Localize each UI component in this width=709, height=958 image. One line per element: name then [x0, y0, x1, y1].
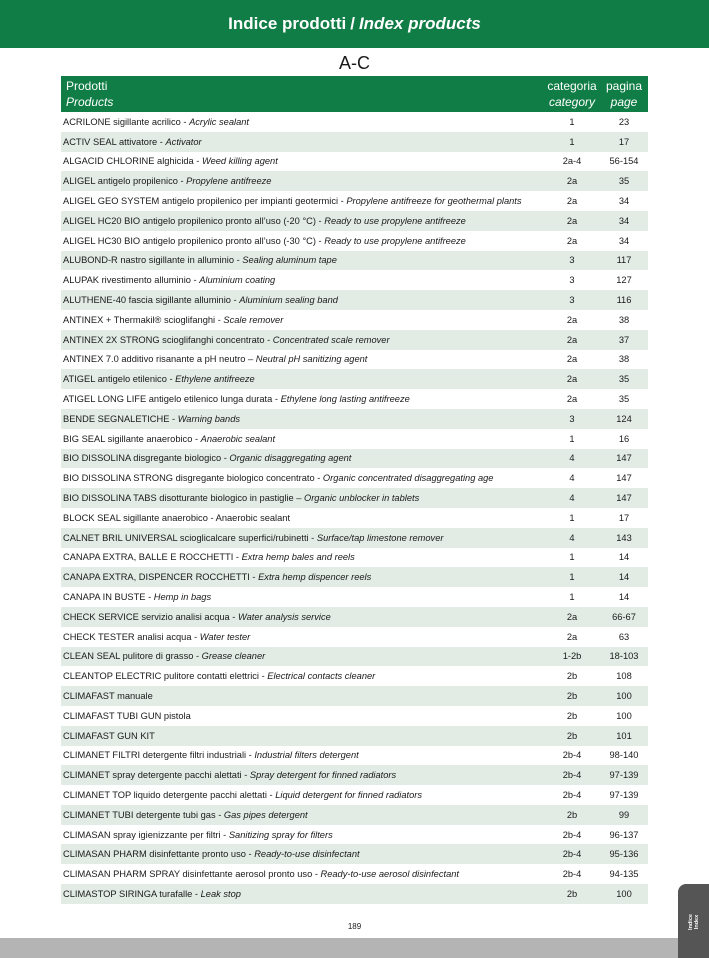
product-name-en: Extra hemp bales and reels [241, 552, 355, 563]
category-cell: 4 [569, 453, 575, 464]
page-cell: 116 [616, 295, 632, 306]
table-row [61, 171, 648, 191]
col-product-it: Prodotti [66, 79, 108, 93]
product-cell [61, 770, 544, 780]
product-name-en: Warning bands [177, 413, 241, 424]
category-cell: 2a [566, 611, 578, 622]
table-row [61, 270, 648, 290]
product-name-en: Activator [165, 136, 202, 147]
table-row [61, 844, 648, 864]
product-cell [61, 711, 544, 721]
product-cell [61, 275, 544, 285]
category-cell: 2a [566, 354, 578, 365]
product-cell [61, 849, 544, 859]
product-cell [61, 671, 544, 681]
category-cell: 3 [569, 295, 575, 306]
table-row [61, 251, 648, 271]
table-row [61, 825, 648, 845]
page-cell: 66-67 [612, 611, 636, 622]
product-name-it: CHECK SERVICE servizio analisi acqua - [63, 611, 238, 622]
product-name-it: CLIMAFAST TUBI GUN pistola [63, 710, 191, 721]
product-name-it: CLIMANET TOP liquido detergente pacchi alettati - [63, 789, 276, 800]
product-name-en: Organic concentrated disaggregating age [322, 473, 494, 484]
page-cell: 14 [618, 572, 630, 583]
page-cell: 147 [616, 473, 632, 484]
product-cell [61, 315, 544, 325]
product-cell [61, 552, 544, 562]
table-row [61, 290, 648, 310]
category-cell: 2a [566, 176, 578, 187]
product-cell [61, 632, 544, 642]
table-row [61, 884, 648, 904]
col-category-en: category [548, 95, 596, 109]
product-name-it: ALUBOND-R nastro sigillante in alluminio - [63, 255, 243, 266]
product-name-it: ALIGEL antigelo propilenico - [63, 176, 187, 187]
product-cell [61, 750, 544, 760]
product-name-en: Ethylene antifreeze [175, 374, 255, 385]
col-page-en: page [610, 95, 638, 109]
table-row [61, 647, 648, 667]
category-cell: 1 [569, 552, 575, 563]
page-cell: 127 [616, 275, 632, 286]
product-cell [61, 414, 544, 424]
page-cell: 147 [616, 493, 632, 504]
table-row [61, 785, 648, 805]
side-tab-line2: Index [694, 914, 700, 930]
product-name-en: Gas pipes detergent [223, 809, 308, 820]
product-name-it: CALNET BRIL UNIVERSAL scioglicalcare superfici/rubinetti - [63, 532, 317, 543]
category-cell: 1 [569, 592, 575, 603]
product-cell [61, 236, 544, 246]
product-cell [61, 196, 544, 206]
product-name-it: ALIGEL HC30 BIO antigelo propilenico pronto all’uso (-30 °C) - [63, 235, 325, 246]
table-row [61, 528, 648, 548]
product-name-en: Propylene antifreeze for geothermal plants [346, 196, 522, 207]
table-row [61, 726, 648, 746]
page-cell: 17 [618, 512, 630, 523]
table-row [61, 310, 648, 330]
product-name-it: BIO DISSOLINA disgregante biologico - [63, 453, 230, 464]
table-row [61, 468, 648, 488]
category-cell: 2a [566, 235, 578, 246]
product-name-en: Surface/tap limestone remover [316, 532, 444, 543]
product-name-en: Industrial filters detergent [254, 750, 359, 761]
page-cell: 100 [616, 888, 632, 899]
table-row [61, 330, 648, 350]
product-cell [61, 137, 544, 147]
product-name-it: ANTINEX 2X STRONG scioglifanghi concentrato - [63, 334, 273, 345]
product-name-it: CLEANTOP ELECTRIC pulitore contatti elettrici - [63, 671, 268, 682]
product-cell [61, 295, 544, 305]
category-cell: 2b-4 [562, 789, 582, 800]
product-name-it: ATIGEL LONG LIFE antigelo etilenico lunga durata - [63, 394, 281, 405]
page-cell: 101 [616, 730, 632, 741]
page-cell: 147 [616, 453, 632, 464]
product-name-en: Acrylic sealant [189, 116, 249, 127]
page-cell: 56-154 [609, 156, 639, 167]
product-name-it: BIO DISSOLINA STRONG disgregante biologico concentrato - [63, 473, 323, 484]
category-cell: 3 [569, 275, 575, 286]
category-cell: 2b [566, 888, 578, 899]
product-name-it: BIO DISSOLINA TABS disotturante biologico in pastiglie – [63, 493, 304, 504]
product-name-en: Sealing aluminum tape [242, 255, 337, 266]
table-row [61, 231, 648, 251]
product-cell [61, 869, 544, 879]
table-row [61, 548, 648, 568]
product-name-it: BLOCK SEAL sigillante anaerobico - Anaerobic sealant [63, 512, 291, 523]
table-row [61, 152, 648, 172]
page-cell: 117 [616, 255, 632, 266]
category-cell: 2b-4 [562, 770, 582, 781]
product-cell [61, 216, 544, 226]
category-cell: 3 [569, 413, 575, 424]
product-name-it: ANTINEX + Thermakil® scioglifanghi - [63, 314, 224, 325]
table-row [61, 765, 648, 785]
product-name-it: CANAPA EXTRA, DISPENCER ROCCHETTI - [63, 572, 259, 583]
product-cell [61, 255, 544, 265]
col-product-en: Products [66, 95, 114, 109]
page-header [0, 0, 709, 48]
product-name-it: ACRILONE sigillante acrilico - [63, 116, 190, 127]
product-name-en: Water analysis service [237, 611, 331, 622]
table-row [61, 587, 648, 607]
category-cell: 2a [566, 334, 578, 345]
product-cell [61, 612, 544, 622]
header-title-it: Indice prodotti [228, 14, 347, 33]
col-header-product [61, 76, 544, 112]
product-name-en: Organic disaggregating agent [229, 453, 352, 464]
page-cell: 35 [618, 394, 630, 405]
product-cell [61, 830, 544, 840]
category-cell: 1-2b [562, 651, 582, 662]
category-cell: 2a-4 [562, 156, 582, 167]
product-name-en: Ready-to-use disinfectant [254, 849, 360, 860]
col-page-it: pagina [605, 79, 643, 93]
category-cell: 2a [566, 196, 578, 207]
product-name-en: Ready-to-use aerosol disinfectant [320, 869, 459, 880]
category-cell: 4 [569, 473, 575, 484]
category-cell: 2b [566, 710, 578, 721]
product-name-en: Anaerobic sealant [200, 433, 276, 444]
page-cell: 35 [618, 374, 630, 385]
page-cell: 14 [618, 592, 630, 603]
col-category-it: categoria [547, 79, 597, 93]
footer-bar [0, 938, 709, 958]
product-name-it: ATIGEL antigelo etilenico - [63, 374, 176, 385]
product-name-it: CLIMAFAST manuale [63, 691, 153, 701]
product-name-it: CANAPA EXTRA, BALLE E ROCCHETTI - [63, 552, 242, 563]
col-header-category [544, 76, 600, 112]
category-cell: 2a [566, 631, 578, 642]
table-row [61, 449, 648, 469]
category-cell: 1 [569, 136, 575, 147]
page-number: 189 [347, 922, 362, 931]
product-name-en: Ethylene long lasting antifreeze [280, 394, 410, 405]
product-name-en: Propylene antifreeze [186, 176, 272, 187]
col-header-page [600, 76, 648, 112]
page-cell: 100 [616, 710, 632, 721]
table-row [61, 627, 648, 647]
product-name-en: Ready to use propylene antifreeze [324, 235, 466, 246]
product-cell [61, 453, 544, 463]
product-cell [61, 592, 544, 602]
category-cell: 1 [569, 116, 575, 127]
page-cell: 37 [618, 334, 630, 345]
table-row [61, 666, 648, 686]
table-row [61, 864, 648, 884]
table-row [61, 409, 648, 429]
product-cell [61, 889, 544, 899]
page-cell: 34 [618, 235, 630, 246]
page-cell: 94-135 [609, 869, 639, 880]
product-name-en: Aluminium coating [199, 275, 276, 286]
page-cell: 143 [616, 532, 632, 543]
page-cell: 124 [616, 413, 632, 424]
product-name-it: ALIGEL HC20 BIO antigelo propilenico pronto all’uso (-20 °C) - [63, 215, 325, 226]
product-name-en: Liquid detergent for finned radiators [275, 789, 423, 800]
product-name-it: ALIGEL GEO SYSTEM antigelo propilenico per impianti geotermici - [63, 196, 347, 207]
page-cell: 14 [618, 552, 630, 563]
category-cell: 2b [566, 691, 578, 701]
category-cell: 2b [566, 809, 578, 820]
product-name-en: Water tester [199, 631, 251, 642]
category-cell: 1 [569, 512, 575, 523]
page-cell: 16 [618, 433, 630, 444]
table-row [61, 350, 648, 370]
category-cell: 2b-4 [562, 829, 582, 840]
table-row [61, 389, 648, 409]
product-name-it: CLEAN SEAL pulitore di grasso - [63, 651, 202, 662]
category-cell: 2b-4 [562, 849, 582, 860]
product-name-en: Scale remover [223, 314, 284, 325]
page-cell: 34 [618, 196, 630, 207]
category-cell: 2b [566, 730, 578, 741]
header-title-en: Index products [358, 14, 481, 33]
page-cell: 38 [618, 354, 630, 365]
product-name-en: Concentrated scale remover [272, 334, 390, 345]
product-cell [61, 493, 544, 503]
page-cell: 97-139 [609, 789, 639, 800]
product-name-en: Neutral pH sanitizing agent [255, 354, 368, 365]
page-cell: 95-136 [609, 849, 639, 860]
table-row [61, 746, 648, 766]
product-cell [61, 354, 544, 364]
product-name-it: CLIMASAN spray igienizzante per filtri - [63, 829, 229, 840]
product-name-en: Extra hemp dispencer reels [258, 572, 372, 583]
table-row [61, 706, 648, 726]
product-cell [61, 374, 544, 384]
page-cell: 99 [618, 809, 630, 820]
product-name-it: CLIMASAN PHARM SPRAY disinfettante aerosol pronto uso - [63, 869, 321, 880]
category-cell: 4 [569, 493, 575, 504]
page-cell: 17 [618, 136, 630, 147]
product-name-it: CLIMANET FILTRI detergente filtri industriali - [63, 750, 255, 761]
header-separator: / [350, 14, 355, 33]
product-name-it: ALUPAK rivestimento alluminio - [63, 275, 200, 286]
page-cell: 18-103 [609, 651, 639, 662]
category-cell: 2a [566, 314, 578, 325]
product-cell [61, 434, 544, 444]
product-cell [61, 651, 544, 661]
product-cell [61, 691, 544, 701]
page-cell: 97-139 [609, 770, 639, 781]
product-name-it: ALGACID CHLORINE alghicida - [63, 156, 202, 167]
category-cell: 2b [566, 671, 578, 682]
product-name-en: Weed killing agent [201, 156, 278, 167]
table-body [61, 112, 648, 904]
category-cell: 2b-4 [562, 750, 582, 761]
table-row [61, 191, 648, 211]
product-name-it: CLIMASTOP SIRINGA turafalle - [63, 888, 201, 899]
category-cell: 2a [566, 215, 578, 226]
page-cell: 35 [618, 176, 630, 187]
product-name-en: Hemp in bags [153, 592, 212, 603]
product-cell [61, 572, 544, 582]
page-cell: 100 [616, 691, 632, 701]
product-cell [61, 335, 544, 345]
category-cell: 2b-4 [562, 869, 582, 880]
table-row [61, 805, 648, 825]
table-row [61, 488, 648, 508]
product-name-it: CANAPA IN BUSTE - [63, 592, 154, 603]
page-cell: 96-137 [609, 829, 639, 840]
product-cell [61, 117, 544, 127]
table-row [61, 686, 648, 706]
page-cell: 23 [618, 116, 630, 127]
product-cell [61, 513, 544, 523]
product-name-en: Leak stop [200, 888, 241, 899]
page-cell: 98-140 [609, 750, 639, 761]
product-cell [61, 790, 544, 800]
table-row [61, 132, 648, 152]
product-cell [61, 533, 544, 543]
section-title: A-C [339, 53, 370, 73]
table-row [61, 607, 648, 627]
category-cell: 4 [569, 532, 575, 543]
product-name-en: Electrical contacts cleaner [267, 671, 376, 682]
product-name-en: Organic unblocker in tablets [303, 493, 420, 504]
product-cell [61, 176, 544, 186]
product-name-it: ANTINEX 7.0 additivo risanante a pH neutro – [63, 354, 256, 365]
table-row [61, 112, 648, 132]
table-row [61, 211, 648, 231]
product-name-it: CLIMASAN PHARM disinfettante pronto uso - [63, 849, 255, 860]
product-name-en: Aluminium sealing band [239, 295, 338, 306]
page-cell: 34 [618, 215, 630, 226]
product-name-it: BIG SEAL sigillante anaerobico - [63, 433, 201, 444]
product-cell [61, 473, 544, 483]
product-index-table [61, 76, 648, 904]
table-row [61, 429, 648, 449]
product-name-it: CHECK TESTER analisi acqua - [63, 631, 200, 642]
product-name-it: BENDE SEGNALETICHE - [63, 413, 178, 424]
product-name-en: Sanitizing spray for filters [228, 829, 333, 840]
page-cell: 63 [618, 631, 630, 642]
index-side-tab-label [688, 909, 700, 935]
product-name-en: Ready to use propylene antifreeze [324, 215, 466, 226]
product-name-it: CLIMANET spray detergente pacchi alettati - [63, 770, 250, 781]
page-cell: 108 [616, 671, 632, 682]
page-cell: 38 [618, 314, 630, 325]
table-row [61, 567, 648, 587]
side-tab-line1: Indice [688, 914, 694, 930]
product-name-en: Grease cleaner [201, 651, 266, 662]
table-header [61, 76, 648, 112]
product-name-en: Spray detergent for finned radiators [249, 770, 397, 781]
table-row [61, 508, 648, 528]
product-name-it: ALUTHENE-40 fascia sigillante alluminio - [63, 295, 240, 306]
category-cell: 2a [566, 394, 578, 405]
table-row [61, 369, 648, 389]
product-name-it: CLIMAFAST GUN KIT [63, 730, 155, 741]
product-cell [61, 156, 544, 166]
category-cell: 3 [569, 255, 575, 266]
product-cell [61, 731, 544, 741]
category-cell: 1 [569, 433, 575, 444]
category-cell: 1 [569, 572, 575, 583]
product-cell [61, 394, 544, 404]
product-name-it: ACTIV SEAL attivatore - [63, 136, 166, 147]
product-cell [61, 810, 544, 820]
product-name-it: CLIMANET TUBI detergente tubi gas - [63, 809, 224, 820]
category-cell: 2a [566, 374, 578, 385]
